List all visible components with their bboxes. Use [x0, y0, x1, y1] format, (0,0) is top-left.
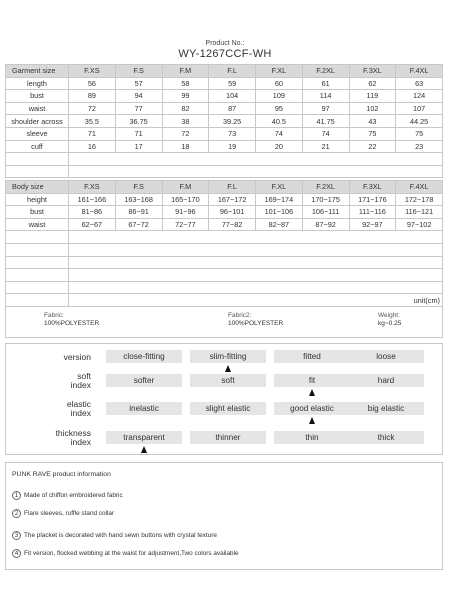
table-cell: 36.75 [115, 115, 162, 128]
table-row [6, 77, 443, 90]
table-cell: 92~97 [349, 218, 396, 231]
header-label: Body size [6, 181, 69, 194]
blank-cell [6, 243, 69, 256]
size-header: F.4XL [396, 181, 443, 194]
blank-cell [6, 153, 69, 166]
table-cell: 102 [349, 102, 396, 115]
table-cell: 170~175 [302, 193, 349, 206]
table-cell: 77~82 [209, 218, 256, 231]
table-cell: 39.25 [209, 115, 256, 128]
table-cell: 97~102 [396, 218, 443, 231]
table-cell: 73 [209, 127, 256, 140]
unit-label: unit(cm) [69, 294, 443, 307]
table-cell: 82~87 [256, 218, 303, 231]
table-cell: 82 [162, 102, 209, 115]
table-cell: 58 [162, 77, 209, 90]
table-cell: 169~174 [256, 193, 303, 206]
selected-marker-icon [141, 446, 147, 453]
row-label: height [6, 193, 69, 206]
feature-number-icon: 3 [12, 531, 21, 540]
table-cell: 44.25 [396, 115, 443, 128]
blank-cell [6, 281, 69, 294]
fit-row-label [6, 353, 91, 362]
table-cell: 172~178 [396, 193, 443, 206]
table-cell: 95 [256, 102, 303, 115]
blank-cell [69, 269, 443, 282]
table-cell: 72 [162, 127, 209, 140]
table-cell: 41.75 [302, 115, 349, 128]
blank-cell [6, 165, 69, 178]
size-header: F.XL [256, 181, 303, 194]
fabric2-label: Fabric2: [228, 312, 252, 319]
table-cell: 96~101 [209, 206, 256, 219]
table-cell: 116~121 [396, 206, 443, 219]
table-row [6, 218, 443, 231]
table-cell: 81~86 [69, 206, 116, 219]
product-code: WY-1267CCF-WH [178, 48, 272, 60]
blank-cell [69, 256, 443, 269]
table-cell: 94 [115, 90, 162, 103]
selected-marker-icon [309, 417, 315, 424]
table-cell: 161~166 [69, 193, 116, 206]
fit-option: slim-fitting [190, 350, 266, 363]
row-label: waist [6, 218, 69, 231]
table-row [6, 90, 443, 103]
blank-row [6, 256, 443, 269]
fit-row-label-line: version [63, 352, 91, 362]
table-cell: 19 [209, 140, 256, 153]
selected-marker-icon [225, 365, 231, 372]
blank-cell [6, 231, 69, 244]
table-cell: 61 [302, 77, 349, 90]
table-cell: 56 [69, 77, 116, 90]
table-cell: 74 [302, 127, 349, 140]
fit-option: slight elastic [190, 402, 266, 415]
table-cell: 124 [396, 90, 443, 103]
table-row [6, 140, 443, 153]
table-cell: 106~111 [302, 206, 349, 219]
table-cell: 107 [396, 102, 443, 115]
blank-cell [69, 165, 443, 178]
size-header: F.3XL [349, 65, 396, 78]
fit-row-label [6, 429, 91, 446]
table-cell: 87 [209, 102, 256, 115]
fit-row-label-line: index [70, 407, 91, 418]
product-info-title: PUNK RAVE product information [12, 471, 111, 478]
table-cell: 74 [256, 127, 303, 140]
fit-row-label [6, 372, 91, 389]
garment-size-table [5, 64, 443, 178]
blank-row [6, 153, 443, 166]
table-cell: 40.5 [256, 115, 303, 128]
size-header: F.L [209, 181, 256, 194]
row-label: shoulder across [6, 115, 69, 128]
feature-item [12, 549, 239, 558]
fit-option: good elastic [274, 402, 350, 415]
fit-option: big elastic [348, 402, 424, 415]
blank-row [6, 243, 443, 256]
fabric-label: Fabric: [44, 312, 64, 319]
table-row [6, 102, 443, 115]
size-header: F.L [209, 65, 256, 78]
table-cell: 43 [349, 115, 396, 128]
table-cell: 59 [209, 77, 256, 90]
blank-row [6, 269, 443, 282]
blank-row [6, 281, 443, 294]
feature-number-icon: 4 [12, 549, 21, 558]
fit-option: transparent [106, 431, 182, 444]
size-header: F.3XL [349, 181, 396, 194]
size-header: F.M [162, 65, 209, 78]
fit-option: hard [348, 374, 424, 387]
body-size-table [5, 180, 443, 307]
feature-item [12, 531, 217, 540]
table-cell: 62 [349, 77, 396, 90]
table-cell: 62~67 [69, 218, 116, 231]
feature-number-icon: 1 [12, 491, 21, 500]
unit-row [6, 294, 443, 307]
feature-text: Flare sleeves, ruffle stand collar [24, 510, 115, 518]
row-label: waist [6, 102, 69, 115]
blank-cell [6, 256, 69, 269]
fabric2-info [228, 312, 283, 328]
blank-row [6, 165, 443, 178]
fabric-info [44, 312, 99, 328]
table-row [6, 193, 443, 206]
size-header: F.XL [256, 65, 303, 78]
blank-cell [69, 243, 443, 256]
row-label: sleeve [6, 127, 69, 140]
table-cell: 165~170 [162, 193, 209, 206]
table-cell: 17 [115, 140, 162, 153]
feature-text: The placket is decorated with hand sewn buttons with crystal texture [24, 532, 217, 540]
table-cell: 18 [162, 140, 209, 153]
fit-row-label-line: index [70, 379, 91, 390]
blank-cell [69, 231, 443, 244]
row-label: cuff [6, 140, 69, 153]
table-cell: 67~72 [115, 218, 162, 231]
table-cell: 21 [302, 140, 349, 153]
fit-option: fit [274, 374, 350, 387]
size-header: F.S [115, 65, 162, 78]
table-cell: 75 [349, 127, 396, 140]
fit-option: soft [190, 374, 266, 387]
table-cell: 77 [115, 102, 162, 115]
table-cell: 111~116 [349, 206, 396, 219]
blank-cell [69, 153, 443, 166]
fit-option: loose [348, 350, 424, 363]
table-row [6, 115, 443, 128]
table-cell: 86~91 [115, 206, 162, 219]
feature-item [12, 509, 114, 518]
row-label: length [6, 77, 69, 90]
size-header: F.M [162, 181, 209, 194]
row-label: bust [6, 206, 69, 219]
table-cell: 57 [115, 77, 162, 90]
weight-label: Weight: [378, 312, 400, 319]
table-cell: 71 [115, 127, 162, 140]
fit-option: thinner [190, 431, 266, 444]
table-cell: 72~77 [162, 218, 209, 231]
size-header: F.4XL [396, 65, 443, 78]
size-header: F.S [115, 181, 162, 194]
fit-row-label-line: soft [77, 371, 91, 381]
table-cell: 35.5 [69, 115, 116, 128]
table-cell: 23 [396, 140, 443, 153]
header-label: Garment size [6, 65, 69, 78]
table-cell: 109 [256, 90, 303, 103]
table-cell: 16 [69, 140, 116, 153]
fit-option: close-fitting [106, 350, 182, 363]
size-header: F.2XL [302, 181, 349, 194]
product-number-label: Product No.: [205, 40, 245, 47]
table-cell: 97 [302, 102, 349, 115]
fit-option: inelastic [106, 402, 182, 415]
fit-row-label [6, 400, 91, 417]
table-cell: 114 [302, 90, 349, 103]
table-cell: 171~176 [349, 193, 396, 206]
blank-cell [69, 281, 443, 294]
table-cell: 38 [162, 115, 209, 128]
table-cell: 91~96 [162, 206, 209, 219]
table-cell: 163~168 [115, 193, 162, 206]
product-header [0, 40, 450, 60]
table-cell: 63 [396, 77, 443, 90]
weight-info [378, 312, 401, 328]
size-header: F.XS [69, 65, 116, 78]
row-label: bust [6, 90, 69, 103]
table-cell: 87~92 [302, 218, 349, 231]
table-cell: 99 [162, 90, 209, 103]
blank-cell [6, 269, 69, 282]
weight-value: kg~0.25 [378, 320, 402, 327]
size-header: F.2XL [302, 65, 349, 78]
size-header: F.XS [69, 181, 116, 194]
blank-row [6, 231, 443, 244]
fit-row-label-line: elastic [66, 399, 91, 409]
fabric-panel [5, 306, 443, 338]
table-cell: 104 [209, 90, 256, 103]
table-cell: 72 [69, 102, 116, 115]
feature-item [12, 491, 123, 500]
table-cell: 119 [349, 90, 396, 103]
product-info-panel [5, 462, 443, 570]
table-cell: 75 [396, 127, 443, 140]
table-header-row [6, 181, 443, 194]
table-cell: 167~172 [209, 193, 256, 206]
fit-row-label-line: thickness [55, 428, 91, 438]
table-cell: 60 [256, 77, 303, 90]
table-row [6, 206, 443, 219]
feature-text: Fit version, flocked webbing at the waist for adjustment,Two colors available [24, 550, 239, 558]
fit-row-label-line: index [70, 436, 91, 447]
fit-option: fitted [274, 350, 350, 363]
fit-option: thin [274, 431, 350, 444]
fit-option: thick [348, 431, 424, 444]
table-cell: 101~106 [256, 206, 303, 219]
feature-text: Made of chiffon embroidered fabric [24, 492, 123, 500]
table-cell: 20 [256, 140, 303, 153]
fabric-value: 100%POLYESTER [44, 320, 100, 327]
table-row [6, 127, 443, 140]
fit-scale-panel [5, 343, 443, 455]
table-cell: 89 [69, 90, 116, 103]
fabric2-value: 100%POLYESTER [228, 320, 284, 327]
selected-marker-icon [309, 389, 315, 396]
feature-number-icon: 2 [12, 509, 21, 518]
table-cell: 22 [349, 140, 396, 153]
table-cell: 71 [69, 127, 116, 140]
fit-option: softer [106, 374, 182, 387]
blank-cell [6, 294, 69, 307]
table-header-row [6, 65, 443, 78]
